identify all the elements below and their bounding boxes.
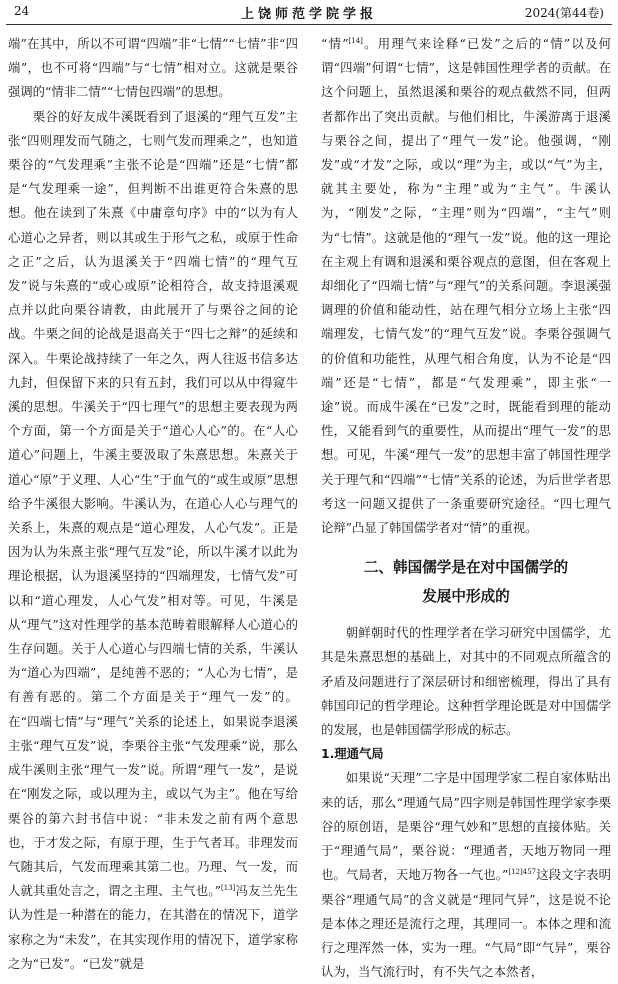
text-run: 栗谷的好友成牛溪既看到了退溪的“理气互发”主张“四则理发而气随之，七则气发而理乘之”，也知道栗谷的“气发理乘”主张不论是“四端”还是“七情”都是“气发理乘一途”，但判断不出谁更符合朱熹的思想。他在读到了朱熹《中庸章句序》中的“以为有人心道心之异者，则以其或生于形气之私，或原于性命之正”之后，认为退溪关于“四端七情”的“理气互发”说与朱熹的“或心或原”论相符合，故支持退溪观点并以此向栗谷请教，由此展开了与栗谷之间的论战。牛栗之间的论战是退高关于“四七之辩”的延续和深入。牛栗论战持续了一年之久，两人往返书信多达九封，但保留下来的只有五封，我们可以从中得窥牛溪的思想。牛溪关于“四七理气”的思想主要表现为两个方面，第一个方面是关于“道心人心”的。在“人心道心”问题上，牛溪主要汲取了朱熹思想。朱熹关于道心“原”于义理、人心“生”于血气的“或生或原”思想给予牛溪很大影响。牛溪认为，在道心人心与理气的关系上，朱熹的观点是“道心理发，人心气发”。正是因为认为朱熹主张“理气互发”论，所以牛溪才以此为理论根据，认为退溪坚持的“四端理发，七情气发”可以和“道心理发，人心气发”相对等。可见，牛溪是从“理气”这对性理学的基本范畴着眼解释人心道心的生存问题。关于人心道心与四端七情的关系，牛溪认为“道心为四端”，是纯善不恶的；“人心为七情”，是有善有恶的。第二个方面是关于“理气一发”的。在“四端七情”与“理气”关系的论述上，如果说李退溪主张“理气互发”说，李栗谷主张“气发理乘”说，那么成牛溪则主张“理气一发”说。所谓“理气一发”，是说在“刚发之际，或以理为主，或以气为主”。他在写给栗谷的第六封书信中说：“非未发之前有两个意思也，于才发之际，有原于理，生于气者耳。非理发而气随其后，气发而理乘其第二也。乃理、气一发，而人就其重处言之，谓之主理、主气也。” — [8, 109, 298, 899]
paragraph — [321, 621, 611, 742]
text-run: “情” — [321, 37, 349, 51]
citation-ref: [12]457 — [508, 868, 537, 877]
journal-title: 上饶师范学院学报 — [240, 7, 377, 22]
right-column-top-text — [321, 32, 611, 540]
text-run: 。用理气来诠释“已发”之后的“情”以及何谓“四端”何谓“七情”，这是韩国性理学者的贡献。在这个问题上，虽然退溪和栗谷的观点截然不同，但两者都作出了突出贡献。与他们相比，牛溪游离于退溪与栗谷之间，提出了“理气一发”论。他强调，“刚发”或“才发”之际，或以“理”为主，或以“气”为主，就其主要处，称为“主理”或为“主气”。牛溪认为，“刚发”之际，“主理”则为“四端”，“主气”则为“七情”。这就是他的“理气一发”说。他的这一理论在主观上有调和退溪和栗谷观点的意图，但在客观上却细化了“四端七情”与“理气”的关系问题。李退溪强调理的价值和能动性，站在理气相分立场上主张“四端理发，七情气发”的“理气互发”说。李栗谷强调气的价值和功能性，从理气相合角度，认为不论是“四端”还是“七情”，都是“气发理乘”，即主张“一途”说。而成牛溪在“已发”之时，既能看到理的能动性，又能看到气的重要性，从而提出“理气一发”的思想。可见，牛溪“理气一发”的思想丰富了韩国性理学关于理气和“四端”“七情”关系的论述，为后世学者思考这一问题又提供了一条重要研究途径。“四七理气论辩”凸显了韩国儒学者对“情”的重视。 — [321, 37, 612, 536]
paragraph — [8, 32, 298, 105]
text-run: 端”在其中，所以不可谓“四端”非“七情”“七情”非“四端”，也不可将“四端”与“七情”相对立。这就是栗谷强调的“情非二情”“七情包四端”的思想。 — [8, 37, 298, 100]
volume-info: 2024(第44卷) — [524, 6, 604, 20]
right-column — [321, 32, 611, 984]
citation-ref: [14] — [348, 36, 363, 45]
paragraph — [321, 766, 611, 984]
text-run: 这段文字表明栗谷“理通气局”的含义就是“理同气异”，这是说不论是本体之理还是流行之理，其理同一。本体之理和流行之理浑然一体，实为一理。“气局”即“气异”，栗谷认为，当气流行时，有不失气之本然者， — [321, 868, 612, 980]
right-column-bottom-text — [321, 621, 611, 984]
section-heading — [321, 553, 611, 611]
page-number: 24 — [14, 4, 30, 18]
section-heading-line-1: 二、韩国儒学是在对中国儒学的 — [363, 559, 569, 577]
citation-ref: [13] — [221, 884, 236, 892]
section-heading-line-2: 发展中形成的 — [422, 588, 510, 606]
page-header — [6, 0, 612, 25]
text-run: 如果说“天理”二字是中国理学家二程自家体贴出来的话，那么“理通气局”四字则是韩国性理学家李栗谷的原创语，是栗谷“理气妙和”思想的直接体贴。关于“理通气局”，栗谷说：“理通者，天地万物同一理也。气局者，天地万物各一气也。” — [321, 771, 611, 883]
paragraph — [321, 32, 611, 540]
paragraph — [8, 105, 298, 976]
subsection-heading — [321, 742, 611, 766]
text-run: 朝鲜朝时代的性理学者在学习研究中国儒学，尤其是朱熹思想的基础上，对其中的不同观点所蕴含的矛盾及问题进行了深层研讨和细密梳理，得出了具有韩国印记的哲学理论。这种哲学理论既是对中国儒学的发展，也是韩国儒学形成的标志。 — [321, 626, 611, 738]
text-run: 1.理通气局 — [321, 747, 384, 762]
text-run: 冯友兰先生认为性是一种潜在的能力，在其潜在的情况下，道学家称之为“未发”，在其实现作用的情况下，道学家称之为“已发”。“已发”就是 — [8, 884, 299, 971]
left-column — [8, 32, 298, 976]
